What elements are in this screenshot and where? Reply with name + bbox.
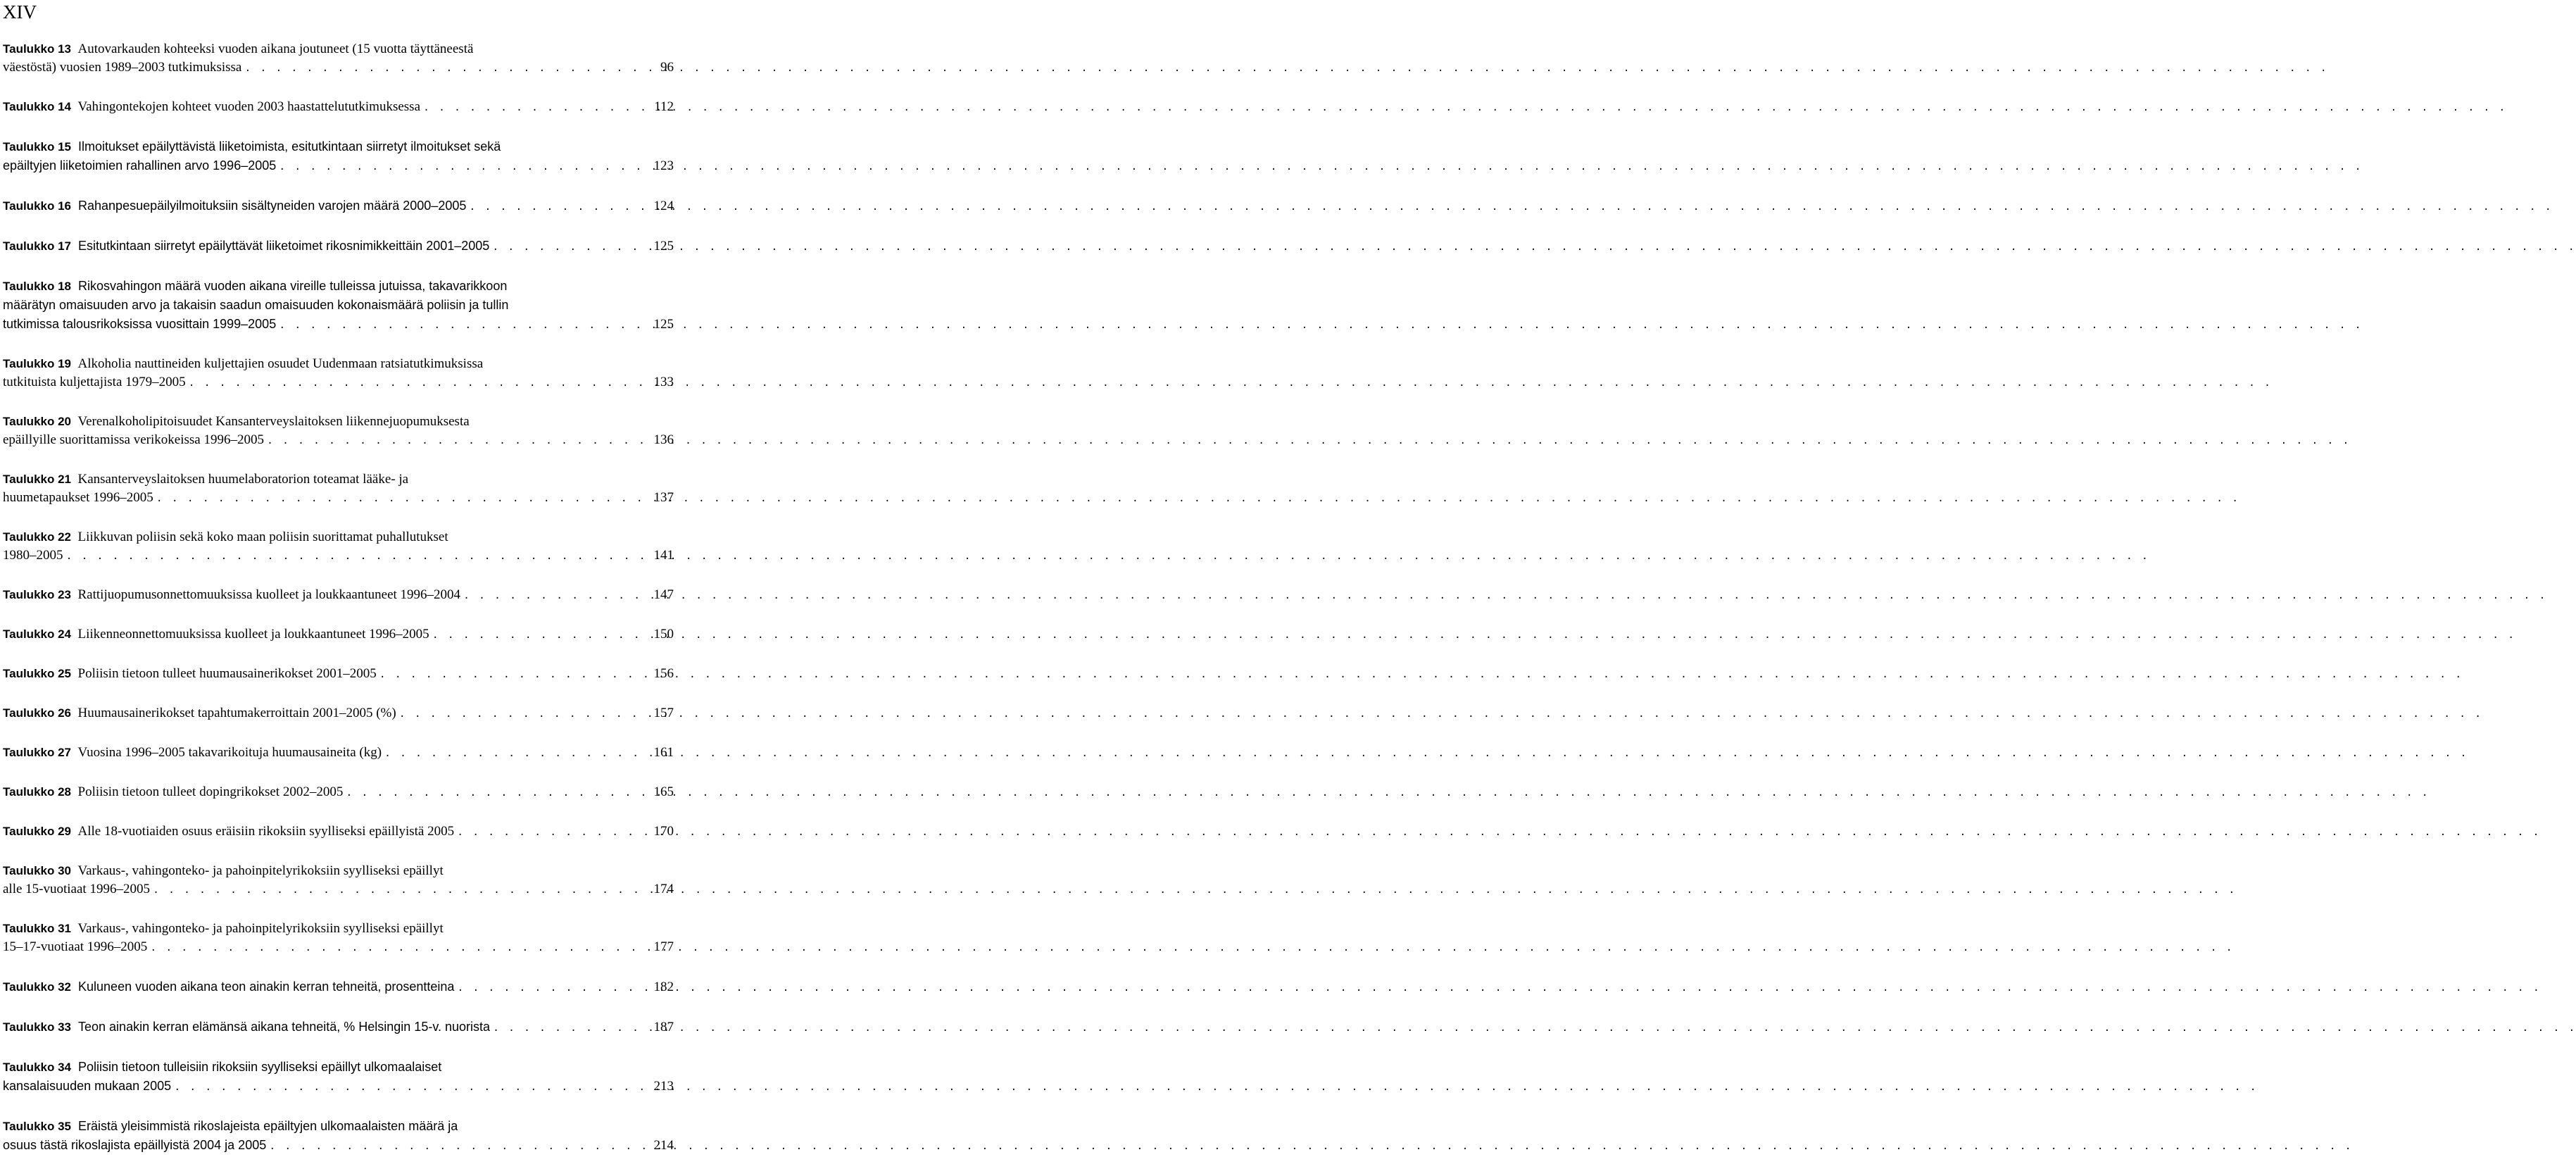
dot-leader [423, 99, 651, 118]
toc-page-number: 214 [653, 1138, 674, 1153]
toc-entry-line [3, 920, 674, 938]
toc-entry-last-line [3, 489, 674, 508]
dot-leader [279, 158, 651, 177]
toc-entry[interactable] [3, 40, 674, 78]
toc-entry-last-line [3, 196, 674, 217]
toc-entry-label: Taulukko 14 [3, 100, 71, 113]
toc-entry-last-line [3, 58, 674, 78]
toc-entry-title: Autovarkauden kohteeksi vuoden aikana joutuneet (15 vuotta täyttäneestä [77, 42, 474, 56]
toc-entry-last-line [3, 1077, 674, 1097]
toc-entry[interactable] [3, 744, 674, 763]
toc-entry[interactable] [3, 470, 674, 508]
toc-entry-last-line [3, 880, 674, 900]
toc-page-number: 96 [660, 60, 674, 75]
toc-entry-line [3, 470, 674, 489]
toc-entry-title: osuus tästä rikoslajista epäillyistä 2004 ja 2005 [3, 1138, 267, 1152]
toc-entry[interactable] [3, 586, 674, 606]
toc-entry-title: määrätyn omaisuuden arvo ja takaisin saadun omaisuuden kokonaismäärä poliisin ja tullin [3, 298, 509, 312]
dot-leader [153, 882, 651, 900]
dot-leader [156, 490, 651, 508]
toc-entry[interactable] [3, 1058, 674, 1097]
toc-page-number: 141 [653, 548, 674, 563]
toc-entry-line [3, 296, 674, 315]
toc-page-number: 156 [653, 666, 674, 681]
toc-entry-title: Varkaus-, vahingonteko- ja pahoinpitelyrikoksiin syylliseksi epäillyt [77, 863, 444, 878]
toc-entry-title: Liikkuvan poliisin sekä koko maan poliisin suorittamat puhallutukset [77, 530, 448, 544]
toc-entry-line [3, 137, 674, 156]
toc-entry[interactable] [3, 920, 674, 958]
toc-entry[interactable] [3, 783, 674, 803]
toc-entry[interactable] [3, 1117, 674, 1156]
toc-entry-last-line [3, 783, 674, 803]
toc-entry-title: epäiltyjen liiketoimien rahallinen arvo 1996–2005 [3, 158, 277, 173]
toc-entry-last-line [3, 977, 674, 998]
dot-leader [244, 60, 658, 78]
toc-entry-label: Taulukko 15 [3, 140, 71, 154]
dot-leader [379, 666, 651, 684]
toc-entry-title: Vahingontekojen kohteet vuoden 2003 haastattelututkimuksessa [77, 99, 421, 114]
toc-entry[interactable] [3, 413, 674, 451]
toc-page-number: 177 [653, 939, 674, 954]
toc-entry-label: Taulukko 28 [3, 785, 71, 799]
toc-entry-line [3, 862, 674, 880]
dot-leader [457, 824, 651, 842]
toc-entry-label: Taulukko 22 [3, 530, 71, 544]
dot-leader [346, 784, 651, 803]
dot-leader [432, 627, 651, 645]
toc-page-number: 150 [653, 627, 674, 642]
toc-page-number: 137 [653, 490, 674, 505]
toc-entry-last-line [3, 315, 674, 335]
toc-entry-last-line [3, 665, 674, 684]
toc-entry[interactable] [3, 277, 674, 335]
toc-entry-label: Taulukko 31 [3, 922, 71, 935]
toc-page-number: 133 [653, 375, 674, 389]
toc-page-number: 161 [653, 745, 674, 760]
toc-entry-label: Taulukko 20 [3, 415, 71, 428]
toc-entry-title: Rahanpesuepäilyilmoituksiin sisältyneiden varojen määrä 2000–2005 [78, 199, 467, 213]
toc-entry-last-line [3, 625, 674, 645]
toc-page-number: 124 [653, 199, 674, 213]
dot-leader [399, 706, 651, 724]
toc-entry-label: Taulukko 27 [3, 746, 71, 759]
dot-leader [269, 1138, 651, 1156]
toc-entry-label: Taulukko 24 [3, 627, 71, 641]
toc-entry-last-line [3, 431, 674, 451]
toc-entry-title: Huumausainerikokset tapahtumakerroittain 2001–2005 (%) [77, 706, 396, 720]
dot-leader [493, 1020, 651, 1038]
toc-entry-line [3, 277, 674, 296]
toc-entry-title: tutkituista kuljettajista 1979–2005 [3, 375, 186, 389]
toc-page-number: 213 [653, 1079, 674, 1094]
page-number: XIV [3, 1, 37, 23]
toc-entry-last-line [3, 744, 674, 763]
toc-entry-title: Rattijuopumusonnettomuuksissa kuolleet ja loukkaantuneet 1996–2004 [77, 587, 461, 602]
toc-page-number: 170 [653, 824, 674, 839]
toc-entry-label: Taulukko 18 [3, 280, 71, 293]
toc-entry-title: Rikosvahingon määrä vuoden aikana vireille tulleissa jutuissa, takavarikkoon [78, 279, 508, 293]
toc-entry-title: Varkaus-, vahingonteko- ja pahoinpitelyrikoksiin syylliseksi epäillyt [77, 921, 444, 936]
toc-entry-title: väestöstä) vuosien 1989–2003 tutkimuksissa [3, 60, 242, 75]
toc-entry[interactable] [3, 1018, 674, 1038]
toc-entry-label: Taulukko 16 [3, 199, 71, 213]
toc-entry-label: Taulukko 21 [3, 473, 71, 486]
toc-entry[interactable] [3, 196, 674, 217]
toc-entry[interactable] [3, 822, 674, 842]
toc-entry-title: Poliisin tietoon tulleet huumausainerikokset 2001–2005 [77, 666, 377, 681]
dot-leader [492, 239, 651, 257]
table-of-contents [3, 40, 674, 1176]
toc-entry-last-line [3, 938, 674, 958]
toc-entry-last-line [3, 704, 674, 724]
toc-entry-title: Verenalkoholipitoisuudet Kansanterveyslaitoksen liikennejuopumuksesta [77, 414, 470, 429]
toc-entry-last-line [3, 237, 674, 257]
toc-page-number: 125 [653, 239, 674, 254]
toc-entry-last-line [3, 373, 674, 393]
toc-page-number: 187 [653, 1020, 674, 1034]
toc-page-number: 125 [653, 317, 674, 332]
toc-entry-label: Taulukko 13 [3, 42, 71, 56]
dot-leader [384, 745, 651, 763]
toc-entry-title: Kuluneen vuoden aikana teon ainakin kerran tehneitä, prosentteina [78, 980, 455, 994]
toc-entry-last-line [3, 156, 674, 177]
toc-entry-title: Kansanterveyslaitoksen huumelaboratorion toteamat lääke- ja [77, 472, 409, 487]
toc-page-number: 112 [654, 99, 674, 114]
toc-entry-last-line [3, 98, 674, 118]
toc-entry[interactable] [3, 137, 674, 177]
toc-entry-title: Alle 18-vuotiaiden osuus eräisiin rikoksiin syylliseksi epäillyistä 2005 [77, 824, 455, 839]
dot-leader [66, 548, 651, 566]
toc-entry-title: Poliisin tietoon tulleet dopingrikokset 2002–2005 [77, 784, 344, 799]
toc-entry-title: kansalaisuuden mukaan 2005 [3, 1079, 172, 1093]
toc-entry-label: Taulukko 19 [3, 357, 71, 370]
toc-entry-label: Taulukko 25 [3, 667, 71, 680]
toc-entry-title: 15–17-vuotiaat 1996–2005 [3, 939, 148, 954]
toc-entry[interactable] [3, 665, 674, 684]
toc-entry-line [3, 1117, 674, 1136]
toc-entry-title: epäillyille suorittamissa verikokeissa 1996–2005 [3, 432, 264, 447]
toc-entry[interactable] [3, 355, 674, 393]
toc-entry[interactable] [3, 98, 674, 118]
toc-entry-line [3, 1058, 674, 1077]
toc-entry-title: Liikenneonnettomuuksissa kuolleet ja loukkaantuneet 1996–2005 [77, 627, 429, 642]
toc-entry-title: Vuosina 1996–2005 takavarikoituja huumausaineita (kg) [77, 745, 382, 760]
toc-entry[interactable] [3, 977, 674, 998]
toc-page-number: 182 [653, 980, 674, 994]
toc-page-number: 123 [653, 158, 674, 173]
toc-page-number: 165 [653, 784, 674, 799]
toc-entry[interactable] [3, 528, 674, 566]
toc-page-number: 136 [653, 432, 674, 447]
toc-entry-label: Taulukko 32 [3, 980, 71, 994]
toc-entry-line [3, 40, 674, 58]
toc-entry-last-line [3, 546, 674, 566]
toc-page-number: 147 [653, 587, 674, 602]
toc-entry-title: Esitutkintaan siirretyt epäilyttävät liiketoimet rikosnimikkeittäin 2001–2005 [78, 239, 490, 253]
dot-leader [463, 587, 651, 606]
toc-entry-line [3, 355, 674, 373]
toc-entry-title: Eräistä yleisimmistä rikoslajeista epäiltyjen ulkomaalaisten määrä ja [78, 1119, 458, 1133]
toc-entry-title: Teon ainakin kerran elämänsä aikana tehneitä, % Helsingin 15-v. nuorista [78, 1020, 491, 1034]
toc-entry-label: Taulukko 26 [3, 706, 71, 720]
dot-leader [279, 317, 651, 335]
toc-entry-last-line [3, 822, 674, 842]
toc-entry-title: huumetapaukset 1996–2005 [3, 490, 153, 505]
toc-entry[interactable] [3, 862, 674, 900]
toc-entry-label: Taulukko 33 [3, 1020, 71, 1034]
toc-entry-last-line [3, 1136, 674, 1156]
toc-entry-label: Taulukko 17 [3, 239, 71, 253]
toc-entry-last-line [3, 586, 674, 606]
toc-entry-line [3, 528, 674, 546]
dot-leader [457, 980, 651, 998]
toc-entry-label: Taulukko 23 [3, 588, 71, 601]
toc-entry-title: Alkoholia nauttineiden kuljettajien osuudet Uudenmaan ratsiatutkimuksissa [77, 356, 484, 371]
dot-leader [189, 375, 651, 393]
toc-entry-label: Taulukko 30 [3, 864, 71, 877]
toc-entry-title: Poliisin tietoon tulleisiin rikoksiin syylliseksi epäillyt ulkomaalaiset [78, 1060, 442, 1074]
dot-leader [150, 939, 651, 958]
dot-leader [267, 432, 651, 451]
toc-entry-title: tutkimissa talousrikoksissa vuosittain 1999–2005 [3, 317, 277, 331]
toc-entry-last-line [3, 1018, 674, 1038]
toc-entry-title: 1980–2005 [3, 548, 63, 563]
toc-entry-label: Taulukko 29 [3, 825, 71, 838]
toc-entry[interactable] [3, 237, 674, 257]
toc-page-number: 157 [653, 706, 674, 720]
toc-entry-label: Taulukko 35 [3, 1120, 71, 1133]
toc-entry-title: Ilmoitukset epäilyttävistä liiketoimista, esitutkintaan siirretyt ilmoitukset sekä [78, 139, 501, 154]
dot-leader [174, 1079, 651, 1097]
dot-leader [469, 199, 651, 217]
toc-page-number: 174 [653, 882, 674, 896]
toc-entry-label: Taulukko 34 [3, 1061, 71, 1074]
toc-entry[interactable] [3, 625, 674, 645]
toc-entry[interactable] [3, 704, 674, 724]
toc-entry-line [3, 413, 674, 431]
toc-entry-title: alle 15-vuotiaat 1996–2005 [3, 882, 150, 896]
